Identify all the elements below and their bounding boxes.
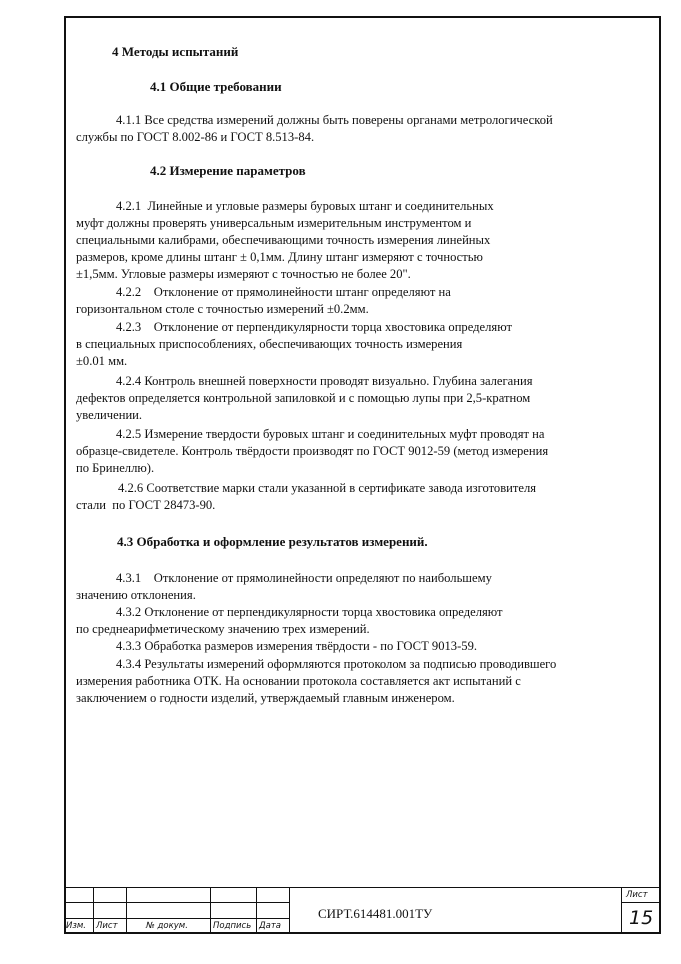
para-4-2-1-line-4: размеров, кроме длины штанг ± 0,1мм. Длину штанг измеряют с точностью xyxy=(76,250,483,264)
para-4-2-1-line-3: специальными калибрами, обеспечивающими точность измерения линейных xyxy=(76,233,491,247)
stamp-list-label: Лист xyxy=(96,921,118,931)
section-4-2-title: 4.2 Измерение параметров xyxy=(150,163,306,178)
para-4-2-4-line-1: 4.2.4 Контроль внешней поверхности проводят визуально. Глубина залегания xyxy=(116,374,533,388)
para-4-2-3-line-3: ±0.01 мм. xyxy=(76,354,128,368)
para-4-2-1-line-1: 4.2.1 Линейные и угловые размеры буровых штанг и соединительных xyxy=(116,199,494,213)
stamp-docnum-label: № докум. xyxy=(146,921,188,931)
title-block xyxy=(64,887,661,934)
para-4-2-5-line-3: по Бринеллю). xyxy=(76,461,155,475)
para-4-3-1-line-2: значению отклонения. xyxy=(76,588,196,602)
document-code: СИРТ.614481.001ТУ xyxy=(318,906,433,921)
stamp-izm-label: Изм. xyxy=(66,921,86,931)
para-4-2-1-line-5: ±1,5мм. Угловые размеры измеряют с точностью не более 20". xyxy=(76,267,411,281)
para-4-2-2-line-2: горизонтальном столе с точностью измерений ±0.2мм. xyxy=(76,302,369,316)
page-number: 15 xyxy=(629,907,654,929)
para-4-3-4-line-3: заключением о годности изделий, утверждаемый главным инженером. xyxy=(76,691,455,705)
para-4-3-1-line-1: 4.3.1 Отклонение от прямолинейности определяют по наибольшему xyxy=(116,571,492,585)
para-4-2-4-line-2: дефектов определяется контрольной запиловкой и с помощью лупы при 2,5-кратном xyxy=(76,391,531,405)
para-4-3-3-line-1: 4.3.3 Обработка размеров измерения твёрдости - по ГОСТ 9013-59. xyxy=(116,639,478,653)
section-4-title: 4 Методы испытаний xyxy=(112,44,239,59)
para-4-2-5-line-1: 4.2.5 Измерение твердости буровых штанг и соединительных муфт проводят на xyxy=(116,427,545,441)
para-4-2-6-line-1: 4.2.6 Соответствие марки стали указанной в сертификате завода изготовителя xyxy=(118,481,537,495)
stamp-sheet-label: Лист xyxy=(626,890,648,900)
para-4-3-2-line-1: 4.3.2 Отклонение от перпендикулярности торца хвостовика определяют xyxy=(116,605,503,619)
para-4-3-4-line-2: измерения работника ОТК. На основании протокола составляется акт испытаний с xyxy=(76,674,521,688)
para-4-2-5-line-2: образце-свидетеле. Контроль твёрдости производят по ГОСТ 9012-59 (метод измерения xyxy=(76,444,549,458)
stamp-signature-label: Подпись xyxy=(213,921,252,931)
para-4-2-3-line-1: 4.2.3 Отклонение от перпендикулярности торца хвостовика определяют xyxy=(116,320,512,334)
para-4-3-4-line-1: 4.3.4 Результаты измерений оформляются протоколом за подписью проводившего xyxy=(116,657,557,671)
para-4-2-3-line-2: в специальных приспособлениях, обеспечивающих точность измерения xyxy=(76,337,463,351)
para-4-1-1-line-1: 4.1.1 Все средства измерений должны быть поверены органами метрологической xyxy=(116,113,553,127)
para-4-2-4-line-3: увеличении. xyxy=(76,408,143,422)
para-4-2-2-line-1: 4.2.2 Отклонение от прямолинейности штанг определяют на xyxy=(116,285,451,299)
para-4-3-2-line-2: по среднеарифметическому значению трех измерений. xyxy=(76,622,370,636)
para-4-2-1-line-2: муфт должны проверять универсальным измерительным инструментом и xyxy=(76,216,472,230)
para-4-2-6-line-2: стали по ГОСТ 28473-90. xyxy=(76,498,216,512)
section-4-1-title: 4.1 Общие требовании xyxy=(150,79,282,94)
para-4-1-1-line-2: службы по ГОСТ 8.002-86 и ГОСТ 8.513-84. xyxy=(76,130,315,144)
section-4-3-title: 4.3 Обработка и оформление результатов измерений. xyxy=(117,534,428,549)
stamp-date-label: Дата xyxy=(259,921,282,931)
